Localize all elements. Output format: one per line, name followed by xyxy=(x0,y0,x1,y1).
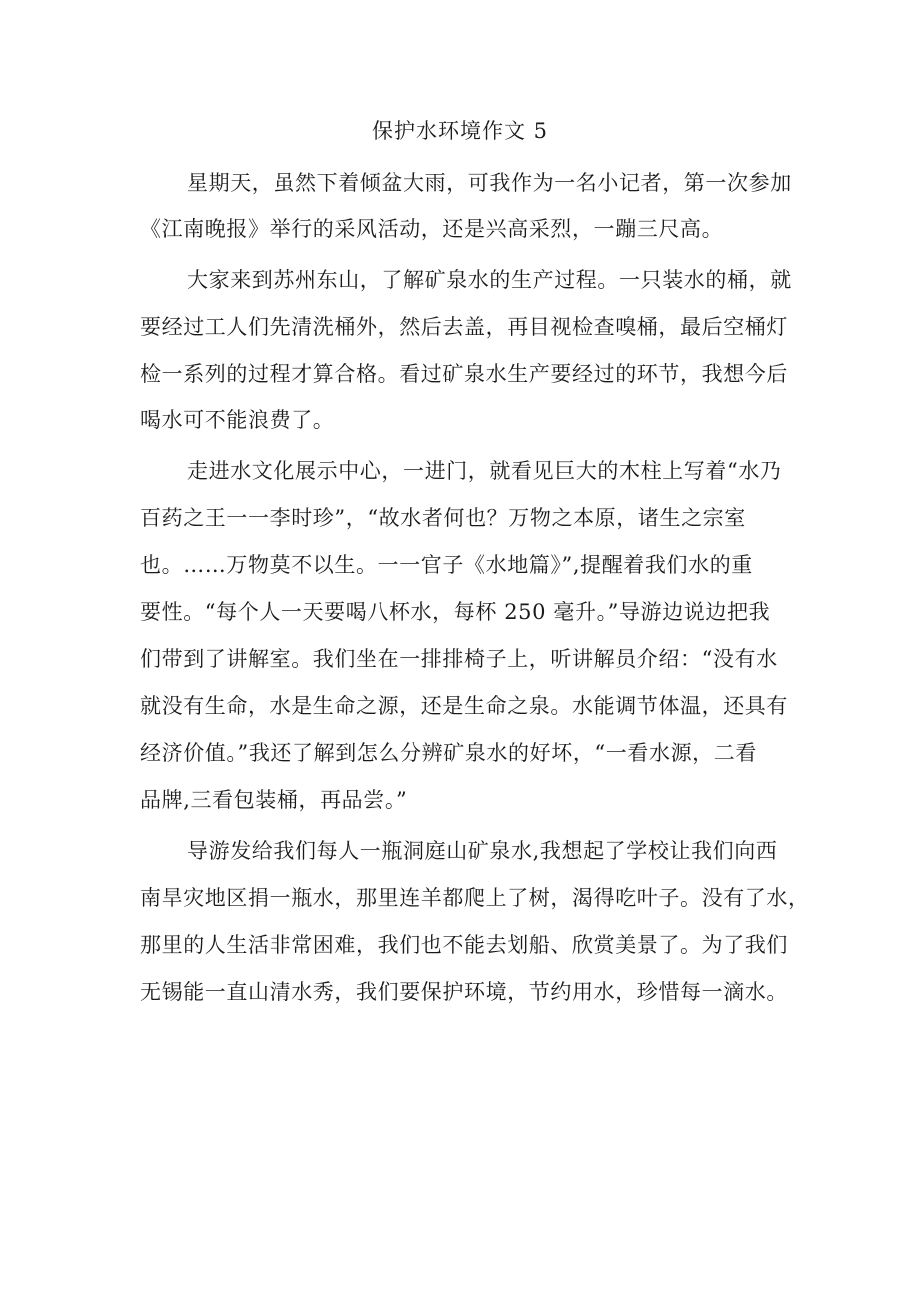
text-line: 《江南晚报》举行的采风活动，还是兴高采烈，一蹦三尺高。 xyxy=(140,217,724,241)
text-line: 检一系列的过程才算合格。看过矿泉水生产要经过的环节，我想今后 xyxy=(140,362,788,386)
text-line: 走进水文化展示中心，一进门，就看见巨大的木柱上写着“水乃 xyxy=(187,459,782,483)
text-line: 就没有生命，水是生命之源，还是生命之泉。水能调节体温，还具有 xyxy=(140,694,788,718)
text-line: 们带到了讲解室。我们坐在一排排椅子上，听讲解员介绍：“没有水 xyxy=(140,647,778,671)
text-line: 喝水可不能浪费了。 xyxy=(140,408,335,432)
text-line: 南旱灾地区捐一瓶水，那里连羊都爬上了树，渴得吃叶子。没有了水， xyxy=(140,886,810,910)
text-line: 星期天，虽然下着倾盆大雨，可我作为一名小记者，第一次参加 xyxy=(187,171,792,195)
text-line: 导游发给我们每人一瓶洞庭山矿泉水,我想起了学校让我们向西 xyxy=(187,839,778,863)
text-line: 也。……万物莫不以生。一一官子《水地篇》”,提醒着我们水的重 xyxy=(140,553,753,577)
text-line: 要经过工人们先清洗桶外，然后去盖，再目视检查嗅桶，最后空桶灯 xyxy=(140,315,788,339)
text-line: 无锡能一直山清水秀，我们要保护环境，节约用水，珍惜每一滴水。 xyxy=(140,980,788,1004)
text-line: 大家来到苏州东山，了解矿泉水的生产过程。一只装水的桶，就 xyxy=(187,268,792,292)
text-line: 那里的人生活非常困难，我们也不能去划船、欣赏美景了。为了我们 xyxy=(140,933,788,957)
document-title: 保护水环境作文 5 xyxy=(371,119,549,143)
text-line: 百药之王一一李时珍”，“故水者何也？万物之本原，诸生之宗室 xyxy=(140,506,746,530)
text-line: 经济价值。”我还了解到怎么分辨矿泉水的好坏，“一看水源，二看 xyxy=(140,741,757,765)
text-line: 要性。“每个人一天要喝八杯水，每杯 250 毫升。”导游边说边把我 xyxy=(140,600,771,624)
text-line: 品牌,三看包装桶，再品尝。” xyxy=(140,788,408,812)
